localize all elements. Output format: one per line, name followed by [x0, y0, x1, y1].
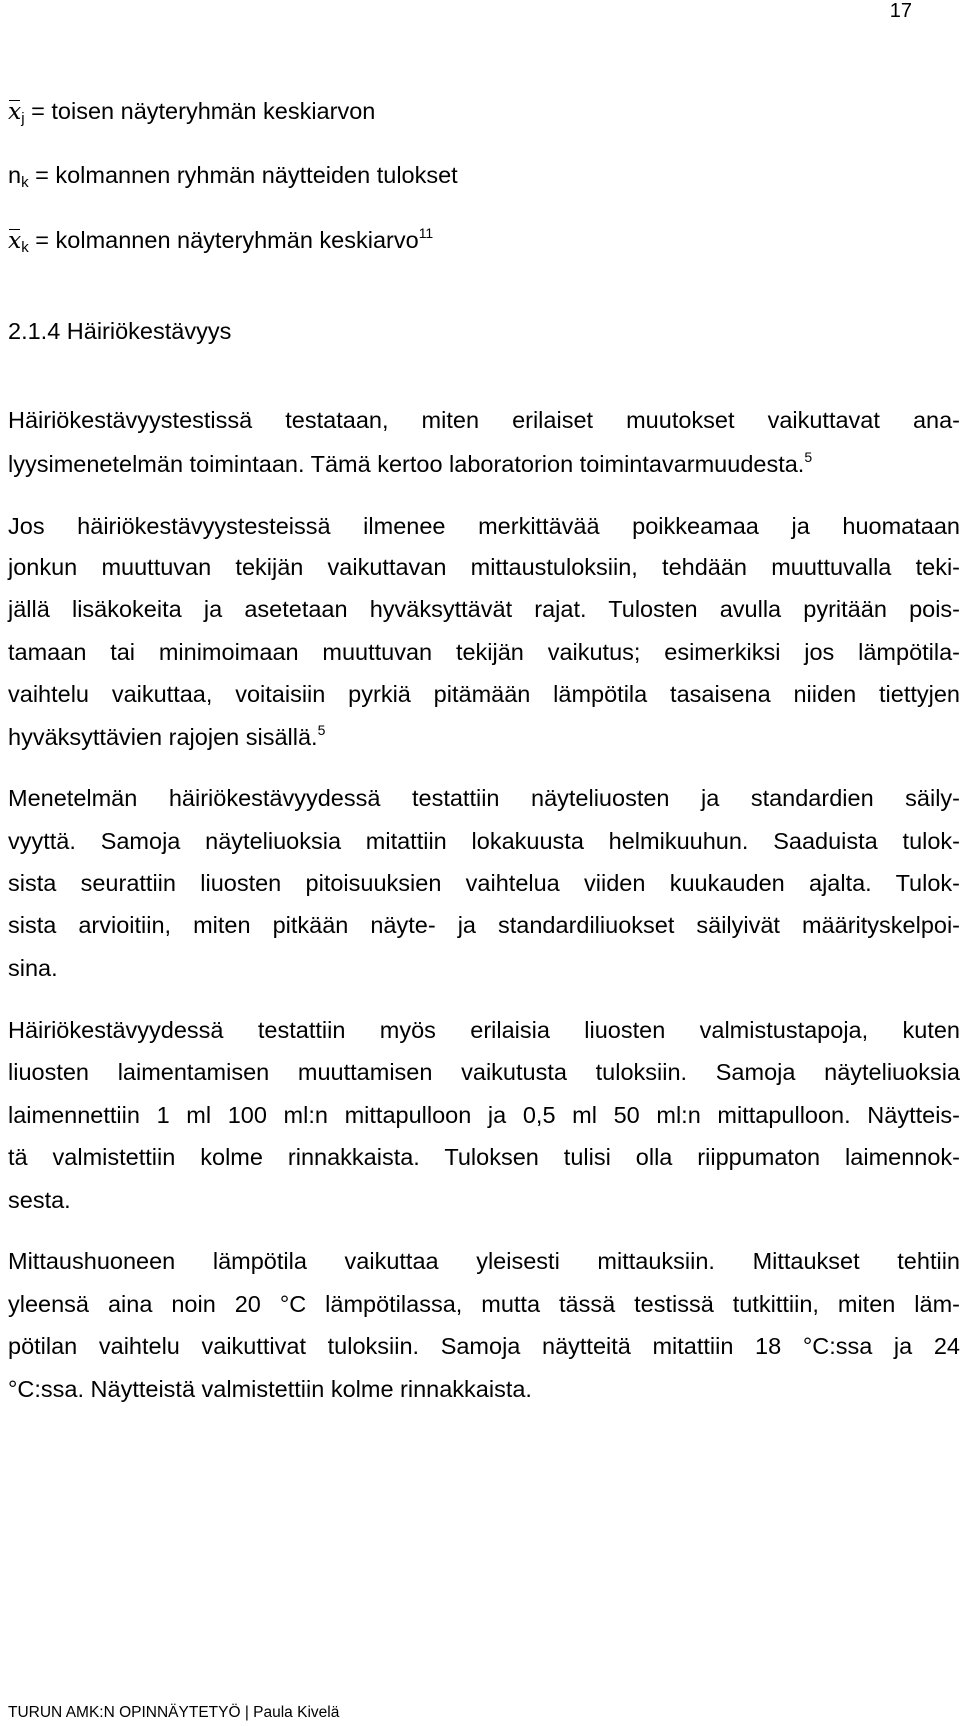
definition-text: = kolmannen ryhmän näytteiden tulokset — [28, 162, 458, 188]
paragraph-line: tä valmistettiin kolme rinnakkaista. Tuloksen tulisi olla riippumaton laimennok- — [8, 1144, 960, 1170]
definition-text: = toisen näyteryhmän keskiarvon — [24, 98, 376, 124]
paragraph-line: jonkun muuttuvan tekijän vaikuttavan mittaustuloksiin, tehdään muuttuvalla teki- — [8, 554, 960, 580]
footnote-ref: 11 — [418, 225, 434, 241]
paragraph-line: lyysimenetelmän toimintaan. Tämä kertoo laboratorion toimintavarmuudesta.$^5$ — [8, 449, 813, 477]
paragraph-line: hyväksyttävien rajojen sisällä.$^5$ — [8, 722, 326, 750]
paragraph-line: tamaan tai minimoimaan muuttuvan tekijän vaikutus; esimerkiksi jos lämpötila- — [8, 639, 960, 665]
paragraph-line: Häiriökestävyystestissä testataan, miten erilaiset muutokset vaikuttavat ana- — [8, 407, 960, 433]
footnote-ref: 5 — [804, 449, 813, 465]
paragraph-line: °C:ssa. Näytteistä valmistettiin kolme rinnakkaista. — [8, 1376, 532, 1402]
definition-symbol: n — [8, 162, 22, 188]
paragraph-line: vaihtelu vaikuttaa, voitaisiin pyrkiä pitämään lämpötila tasaisena niiden tiettyjen — [8, 681, 960, 707]
paragraph-line: sista arvioitiin, miten pitkään näyte- ja standardiliuokset säilyivät määrityskelpoi- — [8, 912, 960, 938]
paragraph-line: sista seurattiin liuosten pitoisuuksien vaihtelua viiden kuukauden ajalta. Tulok- — [8, 870, 960, 896]
definition-text: = kolmannen näyteryhmän keskiarvo — [28, 227, 419, 253]
definition-subscript: k — [21, 239, 29, 256]
paragraph-line: sesta. — [8, 1187, 71, 1213]
page-number: 17 — [889, 0, 912, 22]
paragraph-line: Mittaushuoneen lämpötila vaikuttaa yleisesti mittauksiin. Mittaukset tehtiin — [8, 1248, 960, 1274]
section-heading: 2.1.4 Häiriökestävyys — [8, 318, 232, 344]
footnote-ref: 5 — [317, 722, 326, 738]
paragraph-line: laimennettiin 1 ml 100 ml:n mittapulloon ja 0,5 ml 50 ml:n mittapulloon. Näytteis- — [8, 1102, 960, 1128]
x-bar-symbol: x — [8, 97, 22, 125]
definition-nk — [8, 161, 458, 197]
footer: TURUN AMK:N OPINNÄYTETYÖ | Paula Kivelä — [8, 1704, 340, 1721]
paragraph-line: pötilan vaihtelu vaikuttivat tuloksiin. Samoja näytteitä mitattiin 18 °C:ssa ja 24 — [8, 1333, 960, 1359]
paragraph-line: liuosten laimentamisen muuttamisen vaikutusta tuloksiin. Samoja näyteliuoksia — [8, 1059, 960, 1085]
definition-subscript: k — [21, 174, 29, 191]
paragraph-line: Jos häiriökestävyystesteissä ilmenee merkittävää poikkeamaa ja huomataan — [8, 513, 960, 539]
x-bar-symbol: x — [8, 226, 22, 254]
paragraph-line: vyyttä. Samoja näyteliuoksia mitattiin lokakuusta helmikuuhun. Saaduista tulok- — [8, 828, 960, 854]
paragraph-line: sina. — [8, 955, 58, 981]
definition-xj — [8, 97, 375, 133]
definition-xk — [8, 226, 433, 262]
definition-subscript: j — [21, 110, 25, 127]
paragraph-line: yleensä aina noin 20 °C lämpötilassa, mutta tässä testissä tutkittiin, miten läm- — [8, 1291, 960, 1317]
paragraph-line: Menetelmän häiriökestävyydessä testattiin näyteliuosten ja standardien säily- — [8, 785, 960, 811]
paragraph-line: Häiriökestävyydessä testattiin myös erilaisia liuosten valmistustapoja, kuten — [8, 1017, 960, 1043]
paragraph-line: jällä lisäkokeita ja asetetaan hyväksyttävät rajat. Tulosten avulla pyritään pois- — [8, 596, 960, 622]
